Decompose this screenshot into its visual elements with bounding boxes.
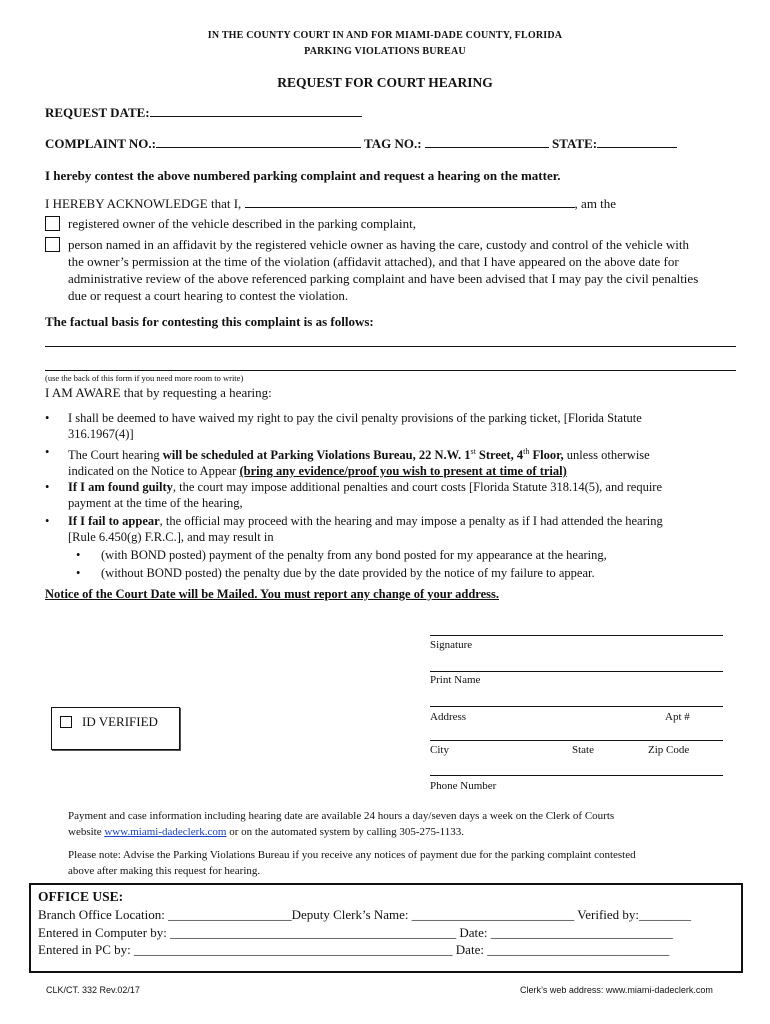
- office-use-row-pc[interactable]: Entered in PC by: _________________________________________________ Date: ____________________________: [38, 942, 670, 957]
- office-use-row-computer[interactable]: Entered in Computer by: ____________________________________________ Date: ____________________________: [38, 925, 673, 940]
- ordinal-suffix: st: [470, 447, 476, 456]
- office-use-row-branch[interactable]: Branch Office Location: ___________________Deputy Clerk’s Name: _________________________ Verified by:________: [38, 907, 692, 922]
- affidavit-line: administrative review of the above referenced parking complaint and have been advised that I may pay the civil penalties: [68, 271, 699, 286]
- id-verified-box: [51, 707, 180, 750]
- affidavit-line: due or request a court hearing to contest the violation.: [68, 288, 349, 303]
- affidavit-line: the owner’s permission at the time of the violation (affidavit attached), and that I have appeared on the above date for: [68, 254, 679, 269]
- address-change-notice: Notice of the Court Date will be Mailed. You must report any change of your address.: [45, 587, 500, 601]
- affidavit-line: person named in an affidavit by the registered vehicle owner as having the care, custody and control of the vehicle with: [68, 237, 690, 252]
- complaint-row: [45, 135, 677, 152]
- address-line[interactable]: [430, 706, 723, 707]
- acknowledge-row: [45, 195, 616, 212]
- request-date-row: [45, 104, 362, 121]
- sub-bullet-without-bond: (without BOND posted) the penalty due by the date provided by the notice of my failure to appear.: [101, 566, 595, 580]
- bullet-found-guilty: [68, 479, 758, 511]
- acknowledge-suffix: , am the: [574, 196, 617, 211]
- bullet-bold-text: Street, 4: [475, 448, 524, 463]
- payment-info-text: website: [68, 826, 105, 838]
- ordinal-suffix: th: [523, 447, 530, 456]
- tag-label: TAG NO.:: [364, 136, 422, 151]
- please-note: [68, 847, 758, 879]
- sub-bullet-icon: •: [76, 566, 81, 580]
- apt-label: Apt #: [665, 711, 690, 723]
- bullet-icon: •: [45, 411, 50, 425]
- registered-owner-label: registered owner of the vehicle described in the parking complaint,: [68, 216, 416, 231]
- signature-line[interactable]: [430, 635, 723, 636]
- signature-label: Signature: [430, 639, 473, 651]
- bullet-bold-text: Floor,: [529, 448, 564, 463]
- evidence-note: (bring any evidence/proof you wish to present at time of trial): [239, 464, 567, 479]
- zip-label: Zip Code: [648, 744, 690, 756]
- bullet-text: 316.1967(4)]: [68, 427, 134, 441]
- bullet-text: , the court may impose additional penalties and court costs [Florida Statute 318.14(5), and require: [172, 480, 663, 494]
- state-label: State: [572, 744, 594, 756]
- phone-label: Phone Number: [430, 780, 497, 792]
- payment-info: [68, 808, 748, 840]
- bullet-fail-to-appear: [68, 513, 758, 545]
- factual-basis-line-1[interactable]: [45, 346, 736, 347]
- bullet-text: The Court hearing: [68, 448, 163, 463]
- registered-owner-checkbox[interactable]: [45, 216, 60, 231]
- contest-statement: I hereby contest the above numbered parking complaint and request a hearing on the matter.: [45, 168, 561, 183]
- affidavit-person-checkbox[interactable]: [45, 237, 60, 252]
- form-number: CLK/CT. 332 Rev.02/17: [46, 985, 140, 995]
- factual-basis-label: The factual basis for contesting this complaint is as follows:: [45, 314, 374, 329]
- bullet-hearing-location: [68, 444, 758, 479]
- bullet-icon: •: [45, 480, 50, 494]
- id-verified-checkbox[interactable]: [60, 716, 72, 728]
- acknowledge-prefix: I HEREBY ACKNOWLEDGE that I,: [45, 196, 242, 211]
- back-of-form-note: (use the back of this form if you need more room to write): [45, 373, 244, 383]
- bullet-icon: •: [45, 445, 50, 459]
- bullet-text: I shall be deemed to have waived my right to pay the civil penalty provisions of the parking ticket, [Florida Statute: [68, 411, 642, 425]
- city-state-zip-line[interactable]: [430, 740, 723, 741]
- state-field[interactable]: [597, 135, 677, 148]
- sub-bullet-with-bond: (with BOND posted) payment of the penalty from any bond posted for my appearance at the hearing,: [101, 548, 607, 562]
- complaint-label: COMPLAINT NO.:: [45, 136, 156, 151]
- payment-info-text: or on the automated system by calling 305-275-1133.: [226, 826, 465, 838]
- please-note-text: above after making this request for hearing.: [68, 865, 261, 877]
- bullet-waive-rights: [68, 410, 748, 442]
- bullet-text: [Rule 6.450(g) F.R.C.], and may result in: [68, 530, 274, 544]
- city-label: City: [430, 744, 449, 756]
- bullet-text: payment at the time of the hearing,: [68, 496, 243, 510]
- bullet-bold-text: If I fail to appear: [68, 514, 160, 528]
- bullet-bold-text: will be scheduled at Parking Violations Bureau, 22 N.W. 1: [162, 448, 471, 463]
- aware-heading: I AM AWARE that by requesting a hearing:: [45, 385, 272, 400]
- sub-bullet-icon: •: [76, 548, 81, 562]
- phone-line[interactable]: [430, 775, 723, 776]
- payment-info-text: Payment and case information including hearing date are available 24 hours a day/seven days a week on the Clerk of Courts: [68, 810, 615, 822]
- acknowledge-name-field[interactable]: [245, 195, 575, 208]
- factual-basis-line-2[interactable]: [45, 370, 736, 371]
- office-use-heading: OFFICE USE:: [38, 889, 124, 904]
- address-label: Address: [430, 711, 467, 723]
- print-name-label: Print Name: [430, 674, 481, 686]
- bureau-name: PARKING VIOLATIONS BUREAU: [304, 46, 466, 57]
- complaint-number-field[interactable]: [156, 135, 361, 148]
- request-date-field[interactable]: [150, 104, 362, 117]
- form-title: REQUEST FOR COURT HEARING: [277, 75, 493, 90]
- request-date-label: REQUEST DATE:: [45, 105, 150, 120]
- affidavit-person-text: [68, 236, 758, 304]
- bullet-text: unless otherwise: [563, 448, 650, 463]
- print-name-line[interactable]: [430, 671, 723, 672]
- state-label: STATE:: [552, 136, 598, 151]
- bullet-text: , the official may proceed with the hearing and may impose a penalty as if I had attended the hearing: [159, 514, 663, 528]
- please-note-text: Please note: Advise the Parking Violations Bureau if you receive any notices of payment due for the parking complaint contested: [68, 849, 636, 861]
- bullet-bold-text: If I am found guilty: [68, 480, 173, 494]
- clerk-website-link[interactable]: www.miami-dadeclerk.com: [104, 826, 227, 838]
- office-use-box: [29, 883, 743, 973]
- id-verified-label: ID VERIFIED: [82, 714, 158, 729]
- court-name: IN THE COUNTY COURT IN AND FOR MIAMI-DADE COUNTY, FLORIDA: [207, 30, 563, 41]
- clerk-web-address: Clerk’s web address: www.miami-dadeclerk.com: [520, 985, 713, 995]
- tag-number-field[interactable]: [425, 135, 549, 148]
- bullet-icon: •: [45, 514, 50, 528]
- bullet-text: indicated on the Notice to Appear: [68, 464, 240, 479]
